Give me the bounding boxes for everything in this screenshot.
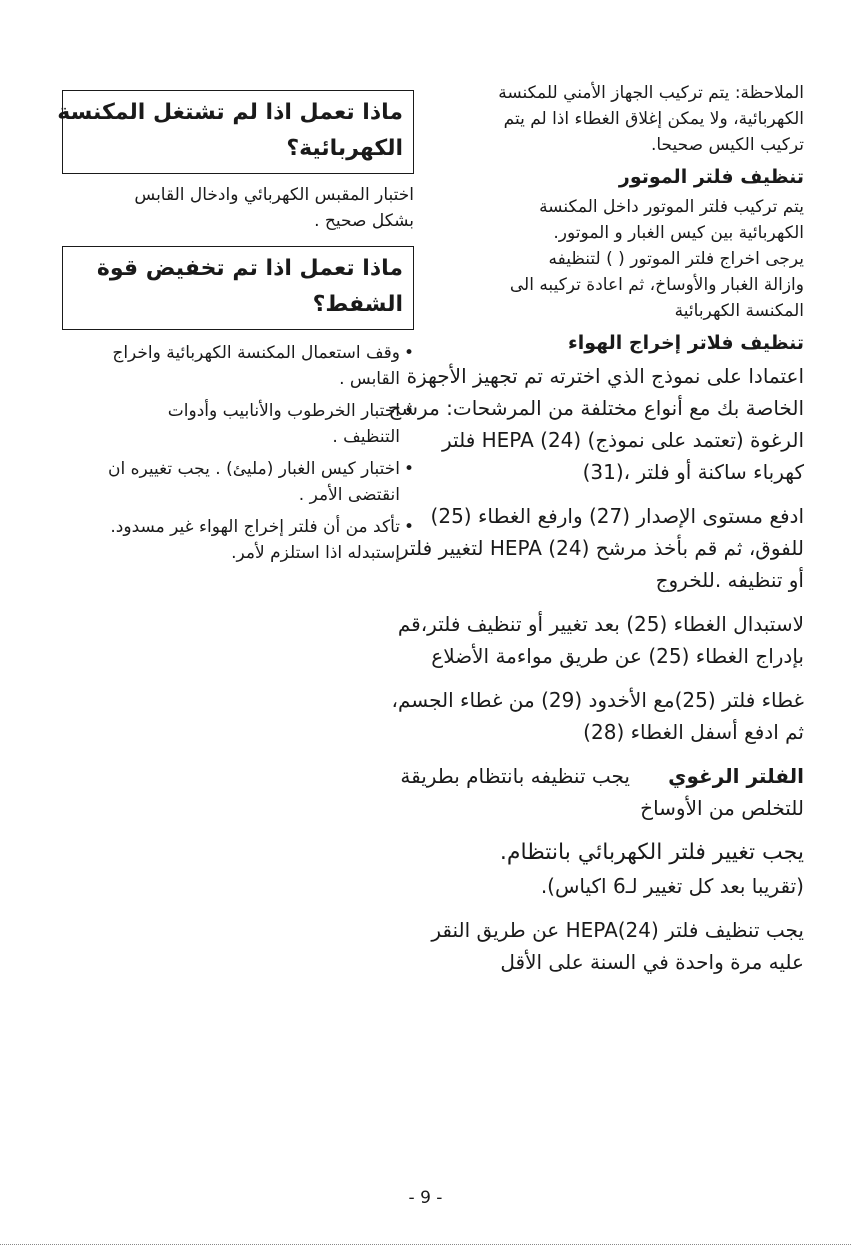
exhaust-line: لاستبدال الغطاء (25) بعد تغيير أو تنظيف فلتر،قم [397,612,804,636]
exhaust-paragraph [398,500,804,596]
hepa-line: يجب تنظيف فلتر HEPA(24) عن طريق النقر [431,918,804,942]
checklist-item-line: • تأكد من أن فلتر إخراج الهواء غير مسدود. [110,517,400,537]
right-column [388,80,804,990]
checklist-item [62,514,414,566]
exhaust-line: اعتمادا على نموذج الذي اخترته تم تجهيز الأجهزة [406,364,804,388]
motor-filter-line: الكهربائية بين كيس الغبار و الموتور. [553,223,804,243]
note-line: الملاحظة: يتم تركيب الجهاز الأمني للمكنسة [498,83,804,103]
note-line: تركيب الكيس صحيحا. [650,135,804,155]
motor-filter-line: المكنسة الكهربائية [674,301,804,321]
no-power-answer-line: بشكل صحيح . [314,211,414,231]
note-line: الكهربائية، ولا يمكن إغلاق الغطاء اذا لم يتم [503,109,804,129]
exhaust-line: بإدراج الغطاء (25) عن طريق مواءمة الأضلاع [431,644,804,668]
exhaust-paragraph [391,684,804,748]
page-number: - 9 - [408,1188,443,1208]
left-column [57,90,414,572]
hepa-line: عليه مرة واحدة في السنة على الأقل [500,950,804,974]
exhaust-line: أو تنظيفه .للخروج [655,568,804,592]
no-power-question-box [57,90,414,174]
checklist-item [62,398,414,450]
suction-question-line: ماذا تعمل اذا تم تخفيض قوة [96,256,403,281]
foam-filter-line: للتخلص من الأوساخ [640,796,804,820]
foam-filter-text: يجب تنظيفه بانتظام بطريقة [400,764,630,788]
checklist-item-line: • وقف استعمال المكنسة الكهربائية واخراج [112,343,400,363]
motor-filter-line: يرجى اخراج فلتر الموتور ( ) لتنظيفه [548,249,804,269]
electric-filter-line: (تقريبا بعد كل تغيير لـ6 اكياس). [540,874,804,898]
motor-filter-heading: تنظيف فلتر الموتور [618,166,804,188]
checklist-item-line: • اختبار الخرطوب والأنابيب وأدوات [167,401,400,421]
exhaust-line: غطاء فلتر (25)مع الأخدود (29) من غطاء الجسم، [391,688,804,712]
motor-filter-line: وازالة الغبار والأوساخ، ثم اعادة تركيبه الى [509,275,804,295]
exhaust-line: ادفع مستوى الإصدار (27) وارفع الغطاء (25) [430,504,804,528]
suction-question-box [62,246,414,330]
foam-filter-title: الفلتر الرغوي [668,764,804,788]
electric-filter-line: يجب تغيير فلتر الكهربائي بانتظام. [499,840,804,865]
checklist-item-line: إستبدله اذا استلزم لأمر. [231,543,400,563]
exhaust-paragraph [388,360,804,488]
checklist-item [62,340,414,392]
no-power-question-line: الكهربائية؟ [286,136,403,161]
exhaust-line: للفوق، ثم قم بأخذ مرشح (24) HEPA لتغيير فلتر [398,536,804,560]
checklist-item [62,456,414,508]
checklist-item-line: التنظيف . [332,427,400,447]
checklist-item-line: انقتضى الأمر . [298,485,400,505]
note-paragraph [440,80,804,158]
exhaust-line: ثم ادفع أسفل الغطاء (28) [583,720,804,744]
foam-filter-paragraph [400,760,804,824]
exhaust-paragraph [397,608,804,672]
checklist-item-line: • اختبار كيس الغبار (مليئ) . يجب تغييره ان [107,459,400,479]
motor-filter-line: يتم تركيب فلتر الموتور داخل المكنسة [539,197,804,217]
exhaust-line: الخاصة بك مع أنواع مختلفة من المرشحات: مرشح [388,396,804,420]
electric-filter-paragraph [440,836,804,902]
checklist-item-line: القابس . [339,369,400,389]
exhaust-line: كهرباء ساكنة أو فلتر ،(31) [582,460,804,484]
no-power-answer [62,182,414,234]
suction-checklist [62,340,414,566]
exhaust-line: الرغوة (تعتمد على نموذج) (24) HEPA فلتر [442,428,804,452]
exhaust-filter-heading: تنظيف فلاتر إخراج الهواء [567,332,804,354]
foam-filter-line [400,760,804,792]
page-edge-divider [0,1244,851,1245]
no-power-answer-line: اختبار المقبس الكهربائي وادخال القابس [134,185,414,205]
motor-filter-paragraph [440,194,804,324]
hepa-paragraph [431,914,804,978]
no-power-question-line: ماذا تعمل اذا لم تشتغل المكنسة [57,100,403,125]
suction-question-line: الشفط؟ [312,292,403,317]
